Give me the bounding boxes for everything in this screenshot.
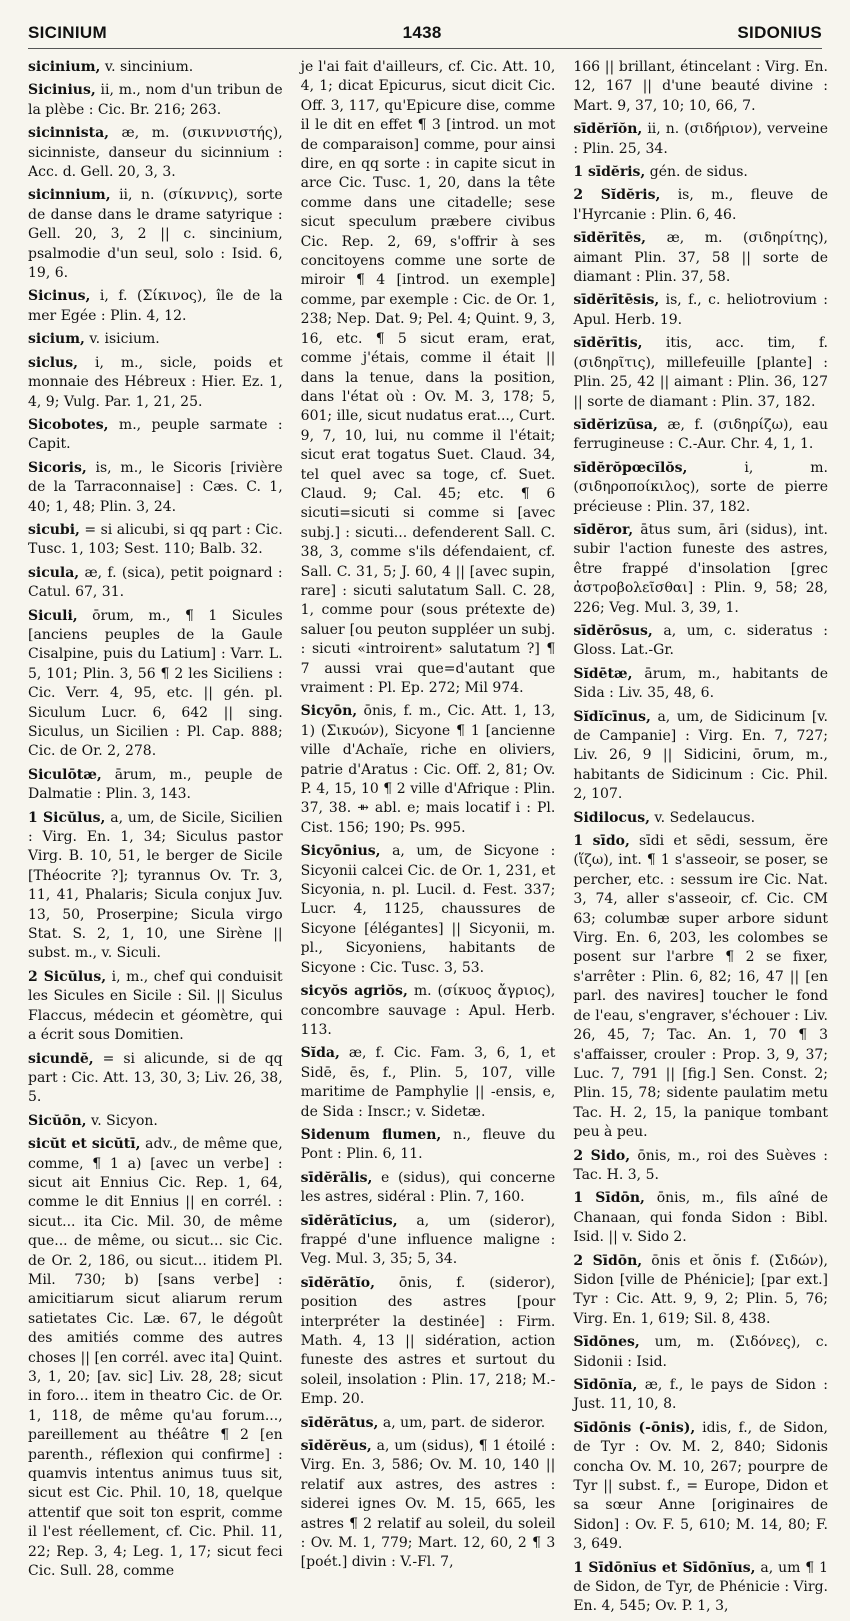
dictionary-entry: [28, 564, 283, 603]
entry-definition: a, um (sidus), ¶ 1 étoilé : Virg. En. 3, 586; Ov. M. 10, 140 || relatif aux astres, des astres : siderei ignes Ov. M. 15, 665, les astres ¶ 2 relatif au soleil, du soleil : Ov. M. 1, 779; Mart. 12, 60, 2 ¶ 3 [poét.] divin : V.-Fl. 7,: [300, 1438, 556, 1571]
entry-definition: adv., de même que, comme, ¶ 1 a) [avec un verbe] : sicut ait Ennius Cic. Rep. 1, 64, comme le dit Ennius || en corrél. : sicut... ita Cic. Mil. 30, de même que... de même, ou sicut... sic Cic. de Or. 2, 186, ou sicut... itidem Pl. Mil. 730; b) [sans verbe] : amicitiarum sicut aliarum rerum satietates Cic. Læ. 67, le dégoût des amitiés comme des autres choses || [en corrél. avec ita] Quint. 3, 1, 20; [av. sic] Liv. 28, 28; sicut in foro... item in theatro Cic. de Or. 1, 118, de même qu'au forum..., pareillement au théâtre ¶ 2 [en parenth., réflexion qui confirme] : quamvis intentus animus tuus sit, sicut est Cic. Phil. 10, 18, quelque attentif que soit ton esprit, comme il l'est réellement, cf. Cic. Phil. 11, 22; Rep. 3, 4; Leg. 1, 17; sicut feci Cic. Sull. 28, comme: [28, 1136, 283, 1580]
entry-headword: sicyŏs agriŏs,: [300, 983, 408, 1000]
dictionary-entry: [573, 1252, 828, 1330]
dictionary-entry: [573, 416, 828, 455]
entry-headword: sīdĕrŏpœcĭlŏs,: [573, 459, 688, 476]
dictionary-entry: [573, 291, 828, 330]
dictionary-entry: [573, 1559, 828, 1617]
entry-definition: ōnis, f. (sideror), position des astres [pour interpréter la destinée] : Firm. Math. 4, 13 || sidération, action funeste des astres et surtout du soleil, insolation : Plin. 17, 218; M.-Emp. 20.: [300, 1274, 556, 1408]
column-3: [573, 58, 828, 1621]
dictionary-entry: [301, 982, 556, 1040]
entry-headword: sicubi,: [28, 521, 80, 538]
entry-headword: sīdĕrātĭo,: [300, 1274, 375, 1291]
entry-definition: a, um, c. sideratus : Gloss. Lat.-Gr.: [573, 622, 828, 659]
dictionary-entry: [573, 832, 828, 1143]
dictionary-entry: [301, 1437, 556, 1573]
entry-headword: Sicyōn,: [300, 703, 358, 720]
column-1: [28, 58, 283, 1621]
entry-definition: itis, acc. tim, f. (σιδηρῖτις), millefeuille [plante] : Plin. 25, 42 || aimant : Plin. 36, 127 || sorte de diamant : Plin. 37, 182.: [573, 335, 828, 410]
entry-definition: i, f. (Σίκινος), île de la mer Egée : Plin. 4, 12.: [28, 288, 283, 324]
entry-headword: sīdĕrālis,: [300, 1169, 373, 1186]
entry-headword: 1 Sīdōn,: [573, 1190, 645, 1207]
dictionary-entry: [301, 842, 556, 978]
entry-headword: sicinium,: [28, 59, 101, 75]
dictionary-entry: [301, 1212, 556, 1270]
entry-headword: Sīdōnes,: [573, 1334, 640, 1351]
page-header: [28, 18, 822, 48]
entry-headword: sicundĕ,: [28, 1050, 94, 1067]
entry-headword: Siculi,: [28, 607, 78, 624]
dictionary-entry: [573, 163, 828, 182]
columns-container: [28, 58, 829, 1615]
entry-headword: 2 Sīdōn,: [573, 1252, 643, 1269]
header-left-guideword: SICINIUM: [28, 23, 107, 42]
dictionary-entry: [573, 708, 828, 805]
entry-headword: 1 sīdo,: [573, 833, 630, 850]
page-number: 1438: [402, 23, 442, 42]
entry-headword: Sicinius,: [28, 82, 96, 99]
entry-definition: m. (σίκυος ἄγριος), concombre sauvage : Apul. Herb. 113.: [300, 983, 556, 1038]
column-2: [301, 58, 556, 1621]
entry-definition: i, m. (σιδηροποίκιλος), sorte de pierre précieuse : Plin. 37, 182.: [573, 459, 828, 515]
entry-definition: æ, f. (sica), petit poignard : Catul. 67, 31.: [28, 564, 283, 601]
entry-headword: Sidenum flumen,: [300, 1126, 442, 1143]
entry-definition: ōnis, m., roi des Suèves : Tac. H. 3, 5.: [573, 1147, 829, 1183]
entry-headword: 1 Sīdōnĭus et Sīdōnĭus,: [573, 1559, 756, 1576]
entry-definition: ātus sum, āri (sidus), int. subir l'action funeste des astres, être frappé d'insolation [grec ἀστροβολεῖσθαι] : Plin. 9, 58; 28, 226; Veg. Mul. 3, 39, 1.: [573, 521, 828, 616]
dictionary-entry: [28, 968, 283, 1046]
dictionary-entry: [573, 58, 828, 116]
dictionary-entry: [28, 607, 283, 762]
entry-definition: is, m., fleuve de l'Hyrcanie : Plin. 6, 46.: [573, 187, 828, 223]
dictionary-entry: [573, 1189, 828, 1247]
entry-definition: a, um, de Sicyone : Sicyonii calcei Cic. de Or. 1, 231, et Sicyonia, n. pl. Lucil. d. Fest. 337; Lucr. 4, 1125, chaussures de Sicyone [élégantes] || Sicyonii, m. pl., Sicyoniens, habitants de Sicyone : Cic. Tusc. 3, 53.: [300, 843, 556, 976]
entry-headword: sīdĕrātĭcius,: [300, 1212, 398, 1229]
dictionary-entry: [301, 58, 556, 698]
dictionary-entry: [301, 1044, 556, 1122]
entry-definition: æ, m. (σικιννιστής), sicinniste, danseur du sicinnium : Acc. d. Gell. 20, 3, 3.: [28, 125, 283, 181]
entry-definition: ōnis, m., fils aîné de Chanaan, qui fonda Sidon : Bibl. Isid. || v. Sido 2.: [573, 1190, 828, 1246]
entry-headword: Sicŭōn,: [28, 1112, 87, 1129]
entry-definition: idis, f., de Sidon, de Tyr : Ov. M. 2, 840; Sidonis concha Ov. M. 10, 267; pourpre de Tyr || subst. f., = Europe, Didon et sa sœur Anne [originaires de Sidon] : Ov. F. 5, 610; M. 14, 80; F. 3, 649.: [573, 1419, 829, 1553]
entry-definition: e (sidus), qui concerne les astres, sidéral : Plin. 7, 160.: [300, 1169, 556, 1206]
entry-headword: sīdĕrĭŏn,: [573, 121, 643, 138]
dictionary-entry: [28, 124, 283, 182]
entry-headword: 2 Sĭdĕris,: [573, 187, 661, 204]
dictionary-entry: [28, 81, 283, 120]
entry-headword: siclus,: [28, 354, 78, 371]
entry-headword: 2 Sicŭlus,: [28, 968, 107, 985]
dictionary-entry: [573, 1419, 828, 1555]
entry-definition: gén. de sidus.: [645, 164, 748, 181]
dictionary-entry: [573, 1376, 828, 1415]
entry-definition: i, m., sicle, poids et monnaie des Hébreux : Hier. Ez. 1, 4, 9; Vulg. Par. 1, 21, 25.: [28, 354, 283, 410]
dictionary-entry: [301, 1274, 556, 1410]
dictionary-entry: [573, 334, 828, 412]
entry-definition: v. Sicyon.: [86, 1112, 158, 1129]
entry-definition: æ, f. (σιδηρίζω), eau ferrugineuse : C.-Aur. Chr. 4, 1, 1.: [573, 416, 828, 453]
entry-headword: Sicyōnius,: [300, 843, 381, 860]
entry-definition: æ, f., le pays de Sidon : Just. 11, 10, 8.: [573, 1377, 828, 1413]
dictionary-entry: [573, 1147, 828, 1186]
entry-definition: m., peuple sarmate : Capit.: [28, 416, 283, 453]
dictionary-entry: [28, 354, 283, 412]
entry-definition: je l'ai fait d'ailleurs, cf. Cic. Att. 10, 4, 1; dicat Epicurus, sicut dicit Cic. Off. 3, 117, qu'Epicure dise, comme il le dit en effet ¶ 3 [introd. un mot de comparaison] comme, pour ainsi dire, en qq sorte : in capite sicut in arce Cic. Tusc. 1, 20, dans la tête comme dans une citadelle; sese sicut speculum præbere civibus Cic. Rep. 2, 69, s'offrir à ses concitoyens comme une sorte de miroir ¶ 4 [introd. un exemple] comme, par exemple : Cic. de Or. 1, 238; Nep. Dat. 9; Pel. 4; Quint. 9, 3, 16, etc. ¶ 5 sicut eram, erat, comme j'étais, comme il était || dans la tenue, dans la position, dans l'état où : Ov. M. 3, 178; 5, 601; ille, sicut nudatus erat..., Curt. 9, 7, 10, lui, nu comme il l'était; sicut erat togatus Suet. Claud. 34, tel quel avec sa toge, cf. Suet. Claud. 9; Cal. 45; etc. ¶ 6 sicuti=sicuti si comme si [avec subj.] : sicuti... defenderent Sall. C. 38, 3, comme s'ils défendaient, cf. Sall. C. 31, 5; J. 60, 4 || [avec supin, rare] : sicuti salutatum Sall. C. 28, 1, comme pour (sous prétexte de) saluer [ou peuton suppléer un subj. : sicuti «introirent» salutatum ?] ¶ 7 aussi vrai que=d'autant que vraiment : Pl. Ep. 272; Mil 974.: [300, 59, 556, 696]
dictionary-entry: [573, 809, 828, 828]
dictionary-entry: [301, 1126, 556, 1165]
entry-headword: sīdĕrātus,: [300, 1414, 379, 1431]
entry-headword: sīdĕrĕus,: [300, 1438, 372, 1455]
entry-definition: um, m. (Σιδόνες), c. Sidonii : Isid.: [573, 1334, 828, 1370]
entry-definition: is, m., le Sicoris [rivière de la Tarraconnaise] : Cæs. C. 1, 40; 1, 48; Plin. 3, 24.: [28, 459, 283, 515]
entry-headword: Sĭda,: [300, 1045, 340, 1062]
dictionary-entry: [573, 622, 828, 661]
entry-headword: Sīdōnĭa,: [573, 1377, 638, 1393]
entry-definition: ārum, m., peuple de Dalmatie : Plin. 3, 143.: [28, 766, 283, 803]
entry-definition: a, um, de Sidicinum [v. de Campanie] : Virg. En. 7, 727; Liv. 26, 9 || Sidicini, ōrum, m., habitants de Sidicinum : Cic. Phil. 2, 107.: [573, 708, 828, 803]
dictionary-entry: [28, 330, 283, 349]
dictionary-entry: [301, 1414, 556, 1433]
dictionary-entry: [28, 1135, 283, 1581]
entry-definition: 166 || brillant, étincelant : Virg. En. 12, 167 || d'une beauté divine : Mart. 9, 37, 10; 10, 66, 7.: [573, 59, 828, 114]
entry-definition: æ, f. Cic. Fam. 3, 6, 1, et Sidē, ēs, f., Plin. 5, 107, ville maritime de Pamphylie || -ensis, e, de Sida : Inscr.; v. Sidetæ.: [300, 1045, 556, 1120]
dictionary-entry: [573, 1333, 828, 1372]
dictionary-entry: [28, 186, 283, 283]
entry-headword: sicula,: [28, 564, 80, 581]
entry-definition: a, um, part. de sideror.: [378, 1414, 546, 1431]
entry-headword: Siculōtæ,: [28, 766, 102, 783]
entry-definition: i, m., chef qui conduisit les Sicules en Sicile : Sil. || Siculus Flaccus, médecin et géomètre, qui a écrit sous Domitien.: [28, 968, 283, 1044]
entry-definition: ii, n. (σίκιννις), sorte de danse dans le drame satyrique : Gell. 20, 3, 2 || c. sincinium, psalmodie d'un seul, solo : Isid. 6, 19, 6.: [28, 187, 283, 282]
entry-definition: v. isicium.: [84, 331, 160, 348]
entry-headword: sīdĕrītēs,: [573, 230, 647, 247]
entry-definition: a, um (sideror), frappé d'une influence maligne : Veg. Mul. 3, 35; 5, 34.: [300, 1212, 556, 1268]
dictionary-entry: [573, 120, 828, 159]
entry-headword: Sĭdētæ,: [573, 665, 633, 682]
header-right-guideword: SIDONIUS: [737, 23, 822, 42]
entry-headword: sīdĕrōsus,: [573, 622, 653, 639]
dictionary-entry: [28, 416, 283, 455]
dictionary-entry: [28, 1050, 283, 1108]
dictionary-entry: [28, 58, 283, 77]
entry-headword: sīdĕrītēsis,: [573, 292, 660, 309]
header-rule: [28, 48, 822, 49]
entry-headword: Sīdōnis (-ōnis),: [573, 1419, 696, 1436]
dictionary-entry: [28, 521, 283, 560]
entry-headword: sīdĕrītis,: [573, 335, 643, 352]
entry-headword: sīdĕrizūsa,: [573, 416, 658, 433]
entry-headword: Sicinus,: [28, 288, 91, 305]
entry-headword: sicinnium,: [28, 187, 111, 204]
dictionary-entry: [573, 186, 828, 225]
entry-headword: Sicobotes,: [28, 416, 109, 433]
dictionary-entry: [28, 287, 283, 326]
entry-headword: Sĭdĭcīnus,: [573, 708, 651, 725]
entry-definition: ii, n. (σιδήριον), verveine : Plin. 25, 34.: [573, 121, 828, 157]
entry-definition: is, f., c. heliotrovium : Apul. Herb. 19.: [573, 292, 828, 328]
entry-definition: v. Sedelaucus.: [649, 809, 756, 826]
dictionary-entry: [301, 1169, 556, 1208]
entry-definition: v. sincinium.: [100, 59, 194, 75]
dictionary-entry: [28, 766, 283, 805]
entry-headword: 1 Sicŭlus,: [28, 809, 106, 826]
entry-definition: ārum, m., habitants de Sida : Liv. 35, 48, 6.: [573, 665, 828, 702]
entry-headword: Sidilocus,: [573, 809, 650, 826]
entry-definition: æ, m. (σιδηρίτης), aimant Plin. 37, 58 || sorte de diamant : Plin. 37, 58.: [573, 230, 828, 286]
entry-headword: 2 Sido,: [573, 1147, 631, 1164]
entry-definition: = si alicunde, si de qq part : Cic. Att. 13, 30, 3; Liv. 26, 38, 5.: [28, 1050, 283, 1106]
entry-definition: ōrum, m., ¶ 1 Sicules [anciens peuples de la Gaule Cisalpine, puis du Latium] : Varr. L. 5, 101; Plin. 3, 56 ¶ 2 les Siciliens : Cic. Verr. 4, 95, etc. || gén. pl. Siculum Lucr. 6, 642 || sing. Siculus, un Sicilien : Pl. Cap. 888; Cic. de Or. 2, 278.: [28, 607, 283, 760]
dictionary-entry: [301, 702, 556, 838]
entry-headword: sicium,: [28, 331, 85, 348]
dictionary-entry: [28, 809, 283, 964]
dictionary-entry: [573, 229, 828, 287]
entry-headword: sicinnista,: [28, 125, 110, 142]
entry-definition: ōnis et ŏnis f. (Σιδών), Sidon [ville de Phénicie]; [par ext.] Tyr : Cic. Att. 9, 9, 2; Plin. 5, 76; Virg. En. 1, 619; Sil. 8, 438.: [573, 1252, 828, 1327]
entry-headword: Sicoris,: [28, 459, 87, 476]
dictionary-entry: [28, 459, 283, 517]
entry-definition: sīdi et sēdi, sessum, ĕre (ἵζω), int. ¶ 1 s'asseoir, se poser, se percher, etc. : sessum ire Cic. Nat. 3, 74, aller s'asseoir, cf. Cic. CM 63; columbæ super arbore sidunt Virg. En. 6, 203, les colombes se posent sur l'arbre ¶ 2 se fixer, s'arrêter : Plin. 6, 82; 16, 47 || [en parl. des navires] toucher le fond de l'eau, s'engraver, s'échouer : Liv. 26, 45, 7; Tac. An. 1, 70 ¶ 3 s'affaisser, crouler : Prop. 3, 9, 37; Luc. 7, 791 || [fig.] Sen. Const. 2; Plin. 15, 78; sidente paulatim metu Tac. H. 2, 15, la panique tombant peu à peu.: [573, 833, 828, 1141]
entry-definition: a, um ¶ 1 de Sidon, de Tyr, de Phénicie : Virg. En. 4, 545; Ov. P. 1, 3,: [573, 1559, 828, 1615]
entry-definition: a, um, de Sicile, Sicilien : Virg. En. 1, 34; Siculus pastor Virg. B. 10, 51, le berger de Sicile [Théocrite ?]; tyrannus Ov. Tr. 3, 11, 41, Phalaris; Sicula conjux Juv. 13, 50, Proserpine; Sicula virgo Stat. S. 2, 1, 10, une Sirène || subst. m., v. Siculi.: [28, 809, 283, 962]
entry-definition: = si alicubi, si qq part : Cic. Tusc. 1, 103; Sest. 110; Balb. 32.: [28, 521, 283, 558]
entry-headword: sīdĕror,: [573, 521, 634, 538]
dictionary-entry: [573, 459, 828, 517]
entry-definition: n., fleuve du Pont : Plin. 6, 11.: [300, 1126, 556, 1163]
dictionary-entry: [28, 1112, 283, 1131]
dictionary-entry: [573, 665, 828, 704]
entry-headword: 1 sīdĕris,: [573, 164, 646, 181]
entry-definition: ii, m., nom d'un tribun de la plèbe : Cic. Br. 216; 263.: [28, 82, 283, 118]
entry-headword: sicŭt et sicŭtī,: [28, 1136, 141, 1153]
dictionary-entry: [573, 521, 828, 618]
entry-definition: ōnis, f. m., Cic. Att. 1, 13, 1) (Σικυών), Sicyone ¶ 1 [ancienne ville d'Achaïe, riche en oliviers, patrie d'Aratus : Cic. Off. 2, 81; Ov. P. 4, 15, 10 ¶ 2 ville d'Afrique : Plin. 37, 38. ⇻ abl. e; mais locatif i : Pl. Cist. 156; 190; Ps. 995.: [300, 703, 556, 836]
